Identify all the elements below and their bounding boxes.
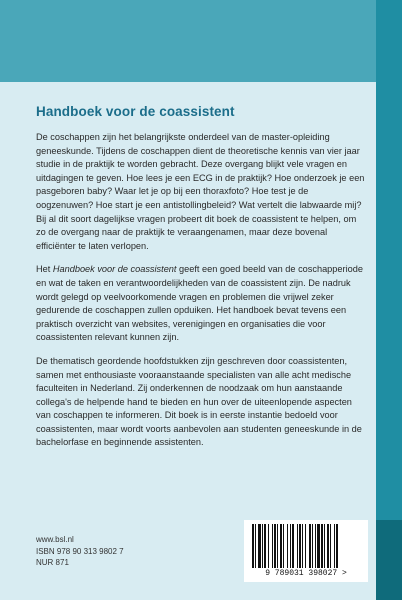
barcode-box — [244, 520, 368, 582]
book-title-inline: Handboek voor de coassistent — [52, 264, 177, 275]
barcode-bar — [274, 524, 276, 568]
barcode-bar — [264, 524, 266, 568]
barcode-bar — [277, 524, 278, 568]
barcode-bar — [258, 524, 261, 568]
barcode-bar — [309, 524, 311, 568]
barcode-bar — [334, 524, 335, 568]
barcode-bar — [262, 524, 263, 568]
blurb-paragraph-3: De thematisch geordende hoofdstukken zijn geschreven door coassistenten, samen met enthousiaste vooraanstaande specialisten van alle acht medische faculteiten in Nederland. Zij onderkennen de noodzaak om hun aanstaande collega's de helpende hand te bieden en hun over de uiteenlopende aspecten van coschappen te informeren. Dit boek is in eerste instantie bedoeld voor coassistenten, maar wordt voorts aanbevolen aan studenten geneeskunde in de bachelorfase en beginnende assistenten. — [36, 355, 362, 448]
blurb-paragraph-2 — [36, 263, 366, 345]
paragraph-2-body: geeft een goed beeld van de coschapperiode en wat de taken en verantwoordelijkheden van de coassistent zijn. De nadruk wordt gelegd op veelvoorkomende vragen en problemen die vrijwel zeker gedurende de coschappen zullen opduiken. Het handboek bevat tevens een praktisch overzicht van websites, verenigingen en organisaties die voor coassistenten relevant kunnen zijn. — [36, 264, 363, 343]
barcode-bar — [290, 524, 291, 568]
barcode-bar — [317, 524, 320, 568]
book-title: Handboek voor de coassistent — [36, 104, 235, 119]
barcode-bar — [287, 524, 288, 568]
blurb — [36, 104, 366, 460]
barcode-digits: 9 789031 398027 > — [265, 569, 347, 578]
isbn-number: ISBN 978 90 313 9802 7 — [36, 546, 124, 556]
nur-code: NUR 871 — [36, 558, 69, 567]
barcode-bar — [330, 524, 331, 568]
barcode-bar — [255, 524, 256, 568]
barcode-bar — [305, 524, 306, 568]
barcode-bar — [299, 524, 301, 568]
paragraph-lead: Het — [36, 264, 51, 275]
barcode-bar — [268, 524, 269, 568]
barcode-bar — [321, 524, 323, 568]
publisher-info — [36, 534, 186, 569]
barcode-bar — [280, 524, 282, 568]
barcode-bar — [283, 524, 284, 568]
barcode-bar — [302, 524, 303, 568]
barcode-icon — [250, 524, 362, 568]
right-color-strip — [376, 0, 402, 600]
barcode-bar — [324, 524, 325, 568]
barcode-bar — [252, 524, 254, 568]
publisher-website: www.bsl.nl — [36, 535, 74, 544]
barcode-bar — [272, 524, 273, 568]
blurb-paragraph-1: De coschappen zijn het belangrijkste onderdeel van de master-opleiding geneeskunde. Tijdens de coschappen dient de theoretische kennis van vier jaar studie in de praktijk te worden gebracht. Deze overgang blijkt vele vragen en uitdagingen te geven. Hoe lees je een ECG in de praktijk? Hoe onderzoek je een pasgeboren baby? Waar let je op bij een thoraxfoto? Hoe test je de oogzenuwen? Hoe start je een antistollingbeleid? Wat vertelt die labwaarde mij? Bij al dit soort dagelijkse vragen probeert dit boek de coassistent te helpen, om zo de overgang naar de praktijk te veraangenamen, maar deze bovenal efficiënter te laten verlopen. — [36, 132, 365, 251]
barcode-bar — [297, 524, 298, 568]
barcode-bar — [292, 524, 294, 568]
top-color-band — [0, 0, 402, 82]
barcode-bar — [312, 524, 313, 568]
right-strip-accent — [376, 520, 402, 600]
barcode-bar — [327, 524, 329, 568]
barcode-bar — [336, 524, 338, 568]
barcode-bar — [315, 524, 316, 568]
